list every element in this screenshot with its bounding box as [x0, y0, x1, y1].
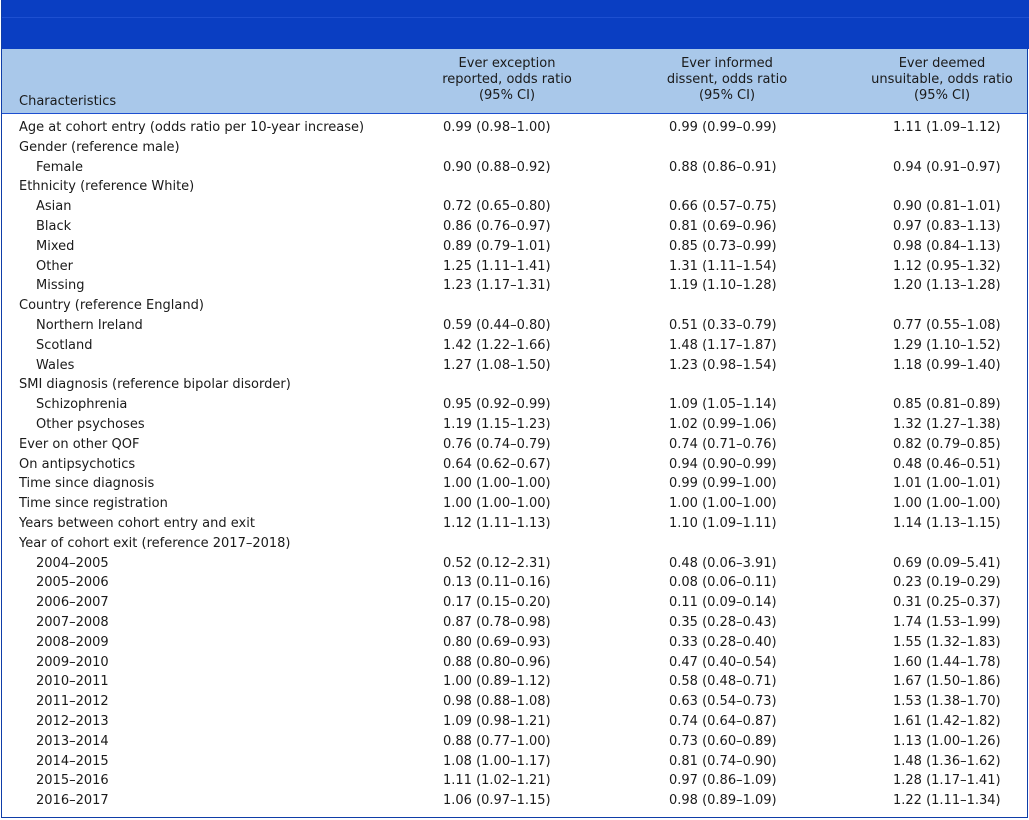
odds-ratio-v1: 0.76 (0.74–0.79)	[443, 436, 551, 452]
odds-ratio-v3: 0.77 (0.55–1.08)	[893, 318, 1001, 333]
odds-ratio-v1: 0.99 (0.98–1.00)	[443, 120, 551, 135]
table-row	[2, 653, 1027, 673]
odds-ratio-v1: 1.00 (1.00–1.00)	[443, 496, 551, 512]
table-row	[2, 791, 1027, 811]
odds-ratio-v3: 0.48 (0.46–0.51)	[893, 456, 1001, 472]
header-characteristics: Characteristics	[19, 94, 117, 109]
odds-ratio-v3: 1.14 (1.13–1.15)	[893, 516, 1001, 531]
odds-ratio-v1: 0.64 (0.62–0.67)	[443, 456, 551, 472]
odds-ratio-v1: 0.95 (0.92–0.99)	[443, 397, 551, 413]
odds-ratio-v2: 0.74 (0.64–0.87)	[669, 714, 777, 729]
row-label: 2008–2009	[36, 634, 109, 650]
odds-ratio-v2: 0.99 (0.99–1.00)	[669, 476, 777, 492]
row-label: 2007–2008	[36, 615, 109, 630]
table-row	[2, 197, 1027, 217]
odds-ratio-v3: 0.85 (0.81–0.89)	[893, 397, 1001, 413]
row-label: 2009–2010	[36, 654, 109, 670]
odds-ratio-v3: 0.94 (0.91–0.97)	[893, 159, 1001, 175]
odds-ratio-v1: 0.17 (0.15–0.20)	[443, 595, 551, 611]
row-label: Scotland	[36, 337, 93, 353]
odds-ratio-v2: 0.33 (0.28–0.40)	[669, 634, 777, 650]
table-row	[2, 613, 1027, 633]
table-row	[2, 118, 1027, 138]
header-informed-dissent: Ever informed dissent, odds ratio (95% CI)	[666, 56, 788, 103]
odds-ratio-v2: 0.35 (0.28–0.43)	[669, 615, 777, 630]
odds-ratio-v3: 1.32 (1.27–1.38)	[893, 417, 1001, 432]
row-label: 2006–2007	[36, 595, 109, 611]
table-header	[2, 49, 1027, 114]
title-bar-rule	[2, 17, 1029, 18]
header-exception-reported: Ever exception reported, odds ratio (95% CI)	[442, 56, 572, 103]
table-row	[2, 177, 1027, 197]
odds-ratio-v1: 1.00 (1.00–1.00)	[443, 476, 551, 492]
odds-ratio-v2: 1.19 (1.10–1.28)	[669, 278, 777, 294]
row-label: Northern Ireland	[36, 318, 143, 333]
odds-ratio-v1: 1.06 (0.97–1.15)	[443, 793, 551, 809]
row-label: Wales	[36, 357, 75, 373]
table-row	[2, 257, 1027, 277]
table-row	[2, 276, 1027, 296]
odds-ratio-v3: 1.22 (1.11–1.34)	[893, 793, 1001, 809]
table-frame	[1, 0, 1028, 818]
odds-ratio-v1: 1.11 (1.02–1.21)	[443, 773, 551, 789]
row-label: Country (reference England)	[19, 298, 204, 314]
odds-ratio-v3: 1.60 (1.44–1.78)	[893, 654, 1001, 670]
row-label: 2013–2014	[36, 733, 109, 749]
row-label: 2004–2005	[36, 555, 109, 571]
row-label: Female	[36, 159, 84, 175]
table-row	[2, 158, 1027, 178]
table-row	[2, 573, 1027, 593]
odds-ratio-v1: 1.27 (1.08–1.50)	[443, 357, 551, 373]
odds-ratio-v3: 1.48 (1.36–1.62)	[893, 753, 1001, 769]
odds-ratio-v1: 0.80 (0.69–0.93)	[443, 634, 551, 650]
odds-ratio-v2: 1.02 (0.99–1.06)	[669, 417, 777, 432]
odds-ratio-v1: 1.08 (1.00–1.17)	[443, 753, 551, 769]
odds-ratio-v2: 1.48 (1.17–1.87)	[669, 337, 777, 353]
odds-ratio-v3: 0.98 (0.84–1.13)	[893, 238, 1001, 254]
odds-ratio-v3: 0.69 (0.09–5.41)	[893, 555, 1001, 571]
table-row	[2, 752, 1027, 772]
odds-ratio-v2: 1.23 (0.98–1.54)	[669, 357, 777, 373]
odds-ratio-v2: 0.63 (0.54–0.73)	[669, 694, 777, 710]
odds-ratio-v2: 0.85 (0.73–0.99)	[669, 238, 777, 254]
row-label: Asian	[36, 199, 72, 215]
table-row	[2, 534, 1027, 554]
row-label: 2015–2016	[36, 773, 109, 789]
row-label: Age at cohort entry (odds ratio per 10-year increase)	[19, 120, 365, 135]
odds-ratio-v1: 1.09 (0.98–1.21)	[443, 714, 551, 729]
table-row	[2, 395, 1027, 415]
odds-ratio-v2: 0.74 (0.71–0.76)	[669, 436, 777, 452]
odds-ratio-v3: 0.90 (0.81–1.01)	[893, 199, 1001, 215]
table-row	[2, 336, 1027, 356]
table-row	[2, 633, 1027, 653]
row-label: Time since diagnosis	[19, 476, 155, 492]
odds-ratio-v2: 1.00 (1.00–1.00)	[669, 496, 777, 512]
row-label: 2011–2012	[36, 694, 109, 710]
odds-ratio-v2: 0.73 (0.60–0.89)	[669, 733, 777, 749]
table-row	[2, 554, 1027, 574]
row-label: 2016–2017	[36, 793, 109, 809]
odds-ratio-v2: 0.51 (0.33–0.79)	[669, 318, 777, 333]
row-label: Schizophrenia	[36, 397, 128, 413]
row-label: Black	[36, 219, 72, 234]
table-row	[2, 356, 1027, 376]
table-row	[2, 732, 1027, 752]
row-label: On antipsychotics	[19, 456, 136, 472]
odds-ratio-v1: 0.88 (0.80–0.96)	[443, 654, 551, 670]
odds-ratio-v3: 1.12 (0.95–1.32)	[893, 258, 1001, 274]
odds-ratio-v2: 0.11 (0.09–0.14)	[669, 595, 777, 611]
odds-ratio-v1: 0.86 (0.76–0.97)	[443, 219, 551, 234]
row-label: Year of cohort exit (reference 2017–2018)	[19, 535, 291, 551]
odds-ratio-v3: 1.55 (1.32–1.83)	[893, 634, 1001, 650]
odds-ratio-v1: 1.12 (1.11–1.13)	[443, 516, 551, 531]
header-deemed-unsuitable: Ever deemed unsuitable, odds ratio (95% CI)	[871, 56, 1013, 103]
odds-ratio-v1: 0.72 (0.65–0.80)	[443, 199, 551, 215]
table-row	[2, 415, 1027, 435]
row-label: Mixed	[36, 238, 75, 254]
odds-ratio-v2: 0.98 (0.89–1.09)	[669, 793, 777, 809]
odds-ratio-v2: 0.99 (0.99–0.99)	[669, 120, 777, 135]
odds-ratio-v1: 0.87 (0.78–0.98)	[443, 615, 551, 630]
table-row	[2, 593, 1027, 613]
odds-ratio-v3: 0.23 (0.19–0.29)	[893, 575, 1001, 591]
table-title-bar	[2, 0, 1029, 49]
odds-ratio-v1: 1.25 (1.11–1.41)	[443, 258, 551, 274]
odds-ratio-v3: 1.53 (1.38–1.70)	[893, 694, 1001, 710]
row-label: 2012–2013	[36, 714, 109, 729]
row-label: Other	[36, 258, 73, 274]
odds-ratio-v1: 0.88 (0.77–1.00)	[443, 733, 551, 749]
odds-ratio-v2: 0.66 (0.57–0.75)	[669, 199, 777, 215]
odds-ratio-v3: 0.31 (0.25–0.37)	[893, 595, 1001, 611]
odds-ratio-v3: 1.11 (1.09–1.12)	[893, 120, 1001, 135]
odds-ratio-v1: 1.23 (1.17–1.31)	[443, 278, 551, 294]
odds-ratio-v2: 1.09 (1.05–1.14)	[669, 397, 777, 413]
odds-ratio-v1: 0.59 (0.44–0.80)	[443, 318, 551, 333]
table-row	[2, 138, 1027, 158]
table-row	[2, 237, 1027, 257]
odds-ratio-v3: 1.20 (1.13–1.28)	[893, 278, 1001, 294]
table-row	[2, 692, 1027, 712]
table-row	[2, 435, 1027, 455]
odds-ratio-v2: 0.58 (0.48–0.71)	[669, 674, 777, 690]
odds-ratio-v3: 0.82 (0.79–0.85)	[893, 436, 1001, 452]
table-row	[2, 514, 1027, 534]
odds-ratio-v2: 0.94 (0.90–0.99)	[669, 456, 777, 472]
odds-ratio-v2: 0.81 (0.69–0.96)	[669, 219, 777, 234]
odds-ratio-v1: 0.52 (0.12–2.31)	[443, 555, 551, 571]
table-row	[2, 217, 1027, 237]
odds-ratio-v2: 0.47 (0.40–0.54)	[669, 654, 777, 670]
odds-ratio-v3: 1.28 (1.17–1.41)	[893, 773, 1001, 789]
odds-ratio-v1: 0.89 (0.79–1.01)	[443, 238, 551, 254]
odds-ratio-v3: 1.18 (0.99–1.40)	[893, 357, 1001, 373]
table-row	[2, 672, 1027, 692]
row-label: 2014–2015	[36, 753, 109, 769]
odds-ratio-v1: 0.90 (0.88–0.92)	[443, 159, 551, 175]
odds-ratio-v3: 1.74 (1.53–1.99)	[893, 615, 1001, 630]
odds-ratio-v3: 0.97 (0.83–1.13)	[893, 219, 1001, 234]
table-row	[2, 316, 1027, 336]
row-label: Years between cohort entry and exit	[19, 516, 255, 531]
row-label: Ethnicity (reference White)	[19, 179, 195, 195]
odds-ratio-v1: 0.13 (0.11–0.16)	[443, 575, 551, 591]
table-row	[2, 494, 1027, 514]
odds-ratio-v1: 0.98 (0.88–1.08)	[443, 694, 551, 710]
row-label: Gender (reference male)	[19, 139, 180, 155]
odds-ratio-v1: 1.19 (1.15–1.23)	[443, 417, 551, 432]
table-row	[2, 375, 1027, 395]
odds-ratio-v3: 1.67 (1.50–1.86)	[893, 674, 1001, 690]
row-label: SMI diagnosis (reference bipolar disorder)	[19, 377, 291, 393]
odds-ratio-v2: 1.31 (1.11–1.54)	[669, 258, 777, 274]
odds-ratio-v3: 1.00 (1.00–1.00)	[893, 496, 1001, 512]
table-row	[2, 455, 1027, 475]
odds-ratio-v2: 0.97 (0.86–1.09)	[669, 773, 777, 789]
odds-ratio-v1: 1.00 (0.89–1.12)	[443, 674, 551, 690]
row-label: Ever on other QOF	[19, 436, 140, 452]
odds-ratio-v2: 0.81 (0.74–0.90)	[669, 753, 777, 769]
odds-ratio-v3: 1.61 (1.42–1.82)	[893, 714, 1001, 729]
odds-ratio-v2: 0.88 (0.86–0.91)	[669, 159, 777, 175]
table-row	[2, 474, 1027, 494]
row-label: Time since registration	[19, 496, 168, 512]
table-row	[2, 296, 1027, 316]
row-label: Missing	[36, 278, 85, 294]
row-label: 2010–2011	[36, 674, 109, 690]
table-row	[2, 712, 1027, 732]
odds-ratio-v2: 0.08 (0.06–0.11)	[669, 575, 777, 591]
row-label: 2005–2006	[36, 575, 109, 591]
odds-ratio-v2: 0.48 (0.06–3.91)	[669, 555, 777, 571]
odds-ratio-v3: 1.01 (1.00–1.01)	[893, 476, 1001, 492]
row-label: Other psychoses	[36, 417, 145, 432]
odds-ratio-v3: 1.29 (1.10–1.52)	[893, 337, 1001, 353]
odds-ratio-v2: 1.10 (1.09–1.11)	[669, 516, 777, 531]
odds-ratio-v3: 1.13 (1.00–1.26)	[893, 733, 1001, 749]
table-row	[2, 771, 1027, 791]
odds-ratio-v1: 1.42 (1.22–1.66)	[443, 337, 551, 353]
